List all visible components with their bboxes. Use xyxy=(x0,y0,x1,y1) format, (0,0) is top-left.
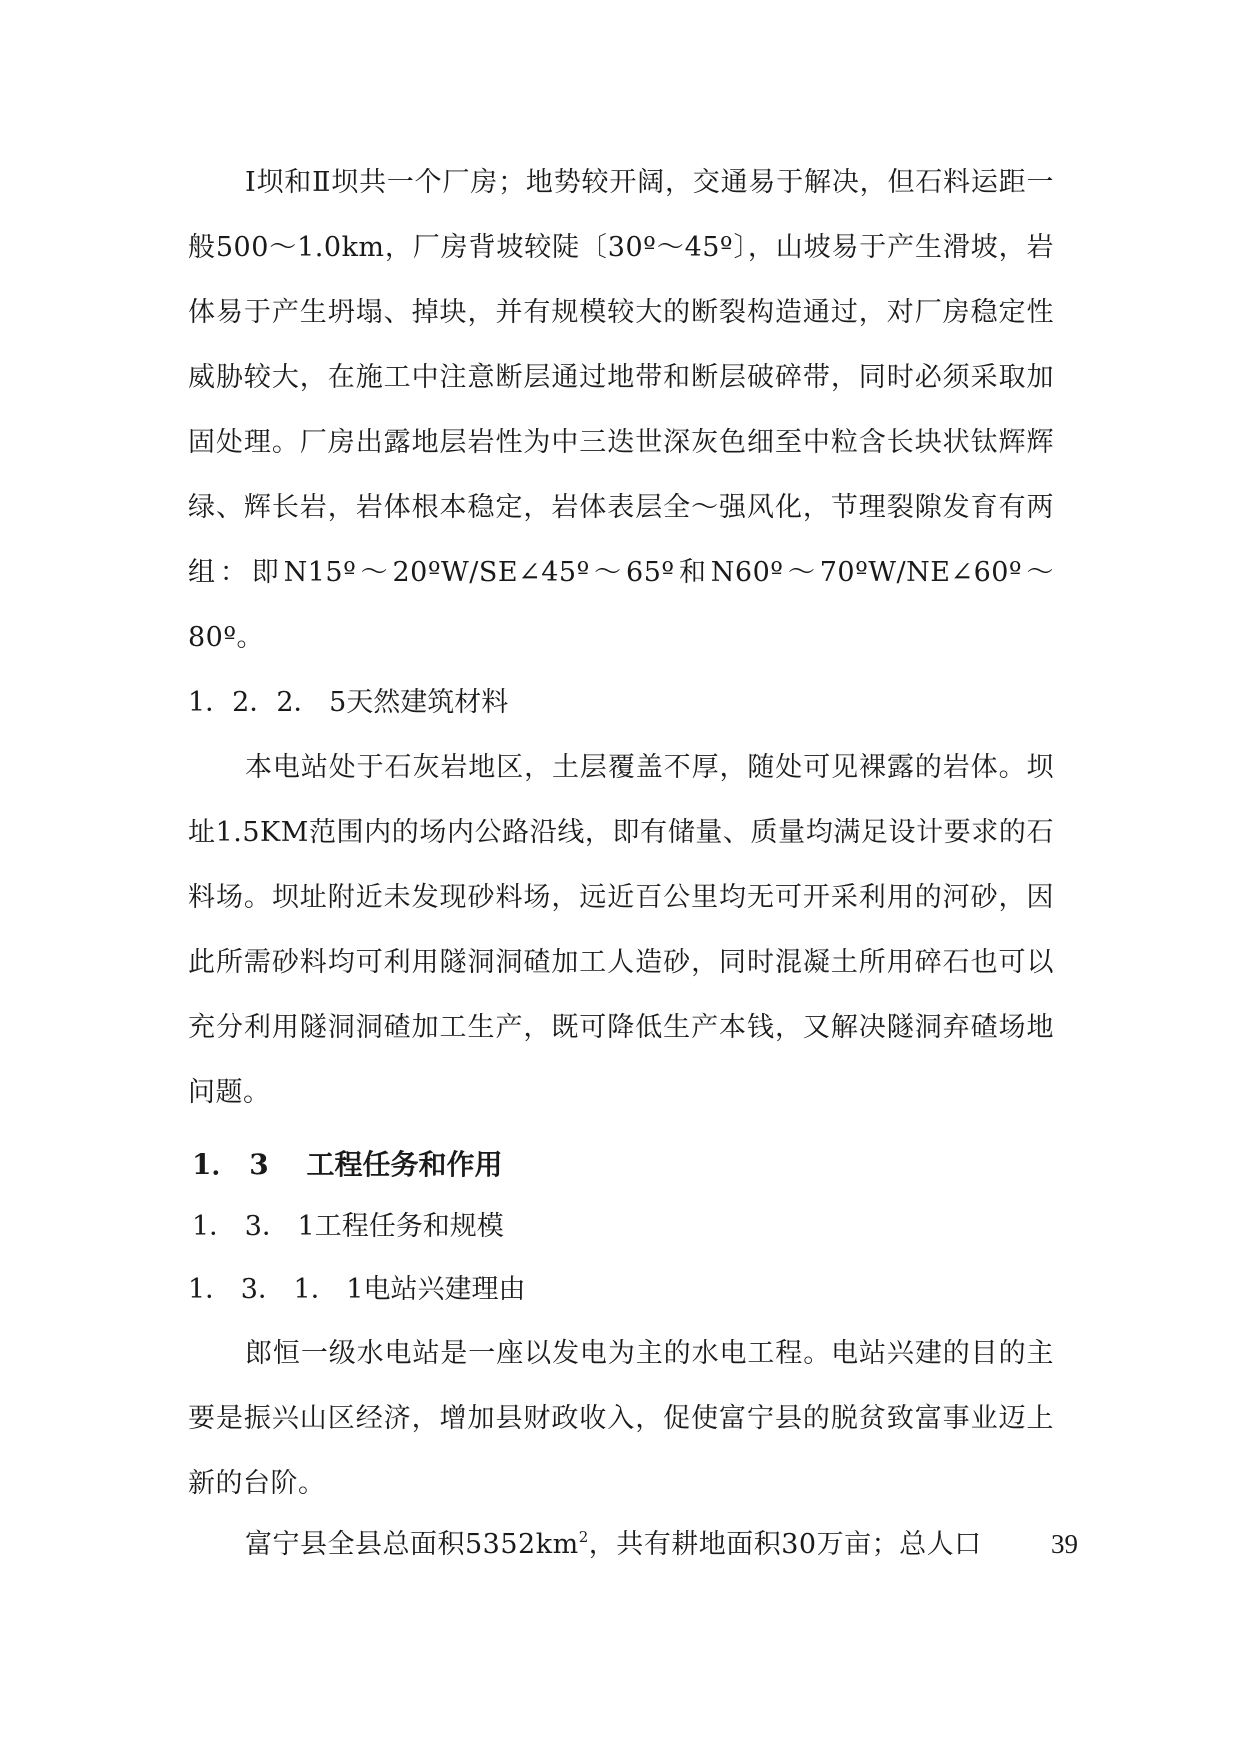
paragraph-building-materials: 本电站处于石灰岩地区，土层覆盖不厚，随处可见裸露的岩体。坝址1.5KM范围内的场内公路沿线，即有储量、质量均满足设计要求的石料场。坝址附近未发现砂料场，远近百公里均无可开采利用的河砂，因此所需砂料均可利用隧洞洞碴加工人造砂，同时混凝土所用碎石也可以充分利用隧洞洞碴加工生产，既可降低生产本钱，又解决隧洞弃碴场地问题。 xyxy=(188,752,1054,1108)
county-area-text: 富宁县全县总面积5352km xyxy=(245,1529,579,1560)
paragraph-county-stats xyxy=(188,1512,988,1577)
county-farmland-text: ，共有耕地面积30万亩；总人口 xyxy=(588,1529,982,1560)
body-section-powerhouse xyxy=(188,150,1054,670)
paragraph-station-purpose: 郎恒一级水电站是一座以发电为主的水电工程。电站兴建的目的主要是振兴山区经济，增加县财政收入，促使富宁县的脱贫致富事业迈上新的台阶。 xyxy=(188,1338,1054,1499)
section-heading-1-3-1: 1． 3． 1工程任务和规模 xyxy=(192,1211,504,1242)
section-heading-1-2-2-5: 1．2．2． 5天然建筑材料 xyxy=(188,687,509,718)
page-number: 39 xyxy=(1051,1529,1078,1559)
superscript-2: 2 xyxy=(578,1528,589,1546)
body-section-purpose xyxy=(188,1321,1054,1516)
section-heading-1-3: 1． 3 工程任务和作用 xyxy=(192,1148,503,1181)
section-heading-1-3-1-1: 1． 3． 1． 1电站兴建理由 xyxy=(188,1274,526,1305)
body-section-county xyxy=(188,1512,988,1577)
body-section-materials xyxy=(188,735,1054,1125)
paragraph-powerhouse-geology: Ⅰ坝和Ⅱ坝共一个厂房；地势较开阔，交通易于解决，但石料运距一般500～1.0km，厂房背坡较陡〔30º～45º〕，山坡易于产生滑坡，岩体易于产生坍塌、掉块，并有规模较大的断裂构造通过，对厂房稳定性威胁较大，在施工中注意断层通过地带和断层破碎带，同时必须采取加固处理。厂房出露地层岩性为中三迭世深灰色细至中粒含长块状钛辉辉绿、辉长岩，岩体根本稳定，岩体表层全～强风化，节理裂隙发育有两组：即N15º～20ºW/SE∠45º～65º和N60º～70ºW/NE∠60º～80º。 xyxy=(188,167,1054,653)
